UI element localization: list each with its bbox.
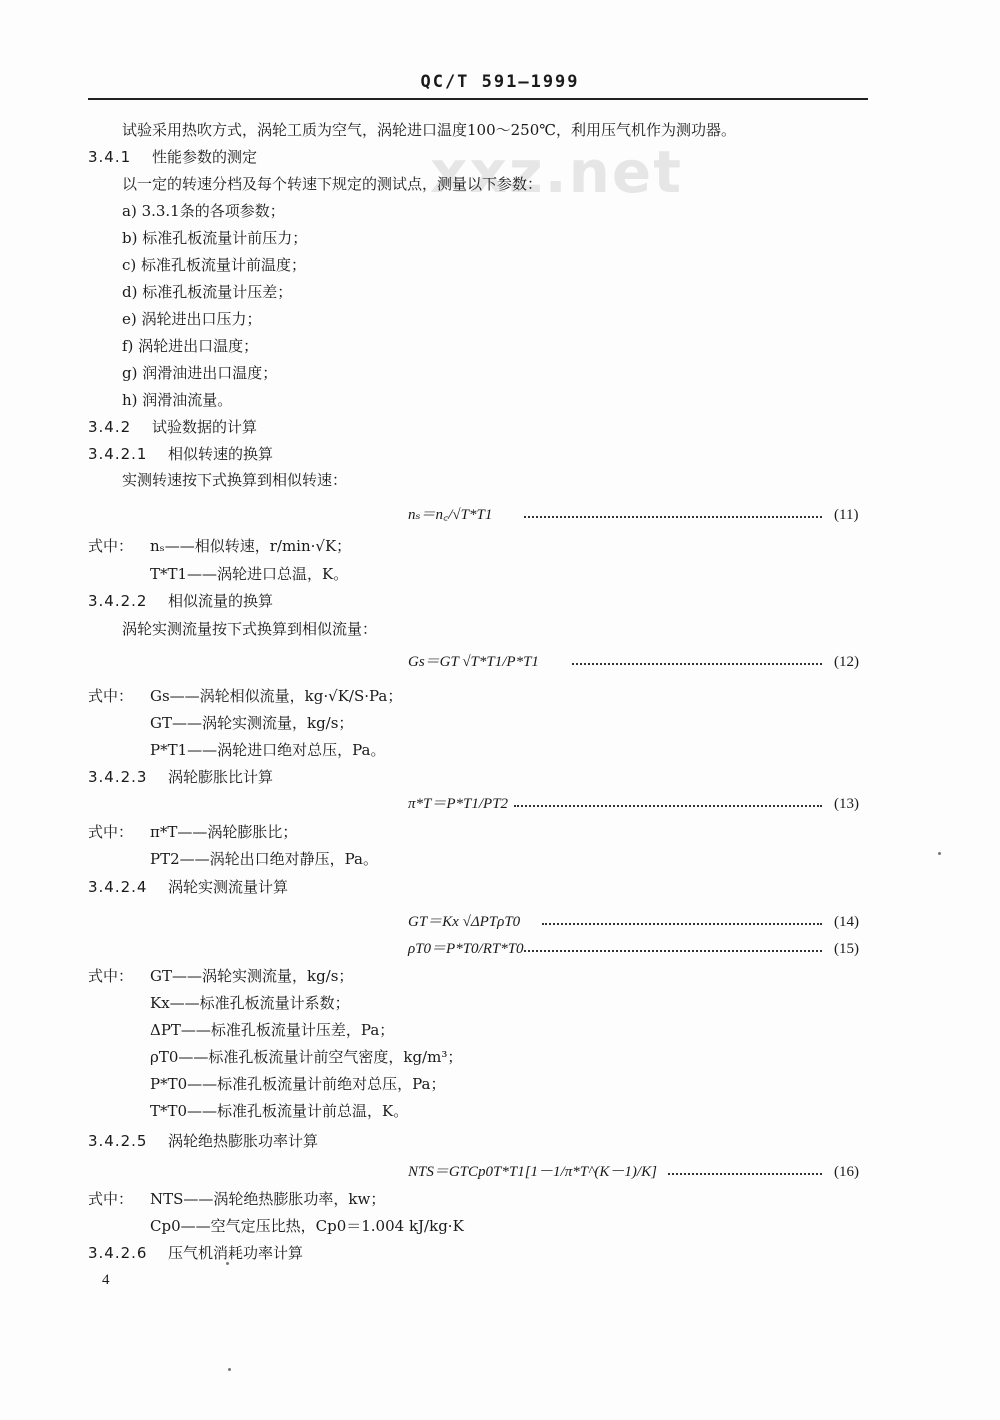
section-3-4-1-heading xyxy=(88,147,257,167)
definition: GT——涡轮实测流量，kg/s； xyxy=(150,967,354,985)
definition: PT2——涡轮出口绝对静压，Pa。 xyxy=(150,850,379,868)
equation-15: ρT0＝P*T0/RT*T0 xyxy=(408,941,524,957)
section-3-4-2-2-lead: 涡轮实测流量按下式换算到相似流量： xyxy=(122,620,378,638)
list-item: a) 3.3.1条的各项参数； xyxy=(122,202,285,220)
section-number: 3.4.2 xyxy=(88,418,132,436)
leader-dots xyxy=(542,923,822,925)
equation-11: nₛ＝n꜀/√T*T1 xyxy=(408,507,493,523)
definition: π*T——涡轮膨胀比； xyxy=(150,823,298,841)
leader-dots xyxy=(524,516,822,518)
section-title: 性能参数的测定 xyxy=(152,148,258,166)
list-item: g) 润滑油进出口温度； xyxy=(122,364,278,382)
scan-speck xyxy=(938,852,941,855)
section-title: 试验数据的计算 xyxy=(152,418,258,436)
definition: Cp0——空气定压比热，Cp0＝1.004 kJ/kg·K xyxy=(150,1217,464,1235)
scan-speck xyxy=(228,1368,231,1371)
equation-number: (11) xyxy=(834,507,859,523)
where-label: 式中： xyxy=(88,687,134,705)
equation-14: GT＝Kx √ΔPTρT0 xyxy=(408,914,521,930)
definition: NTS——涡轮绝热膨胀功率，kw； xyxy=(150,1190,386,1208)
list-item: f) 涡轮进出口温度； xyxy=(122,337,259,355)
list-item: e) 涡轮进出口压力； xyxy=(122,310,262,328)
section-number: 3.4.2.5 xyxy=(88,1132,148,1150)
section-number: 3.4.2.4 xyxy=(88,878,148,896)
intro-paragraph: 试验采用热吹方式，涡轮工质为空气，涡轮进口温度100～250℃，利用压气机作为测功器。 xyxy=(122,121,737,139)
list-item: b) 标准孔板流量计前压力； xyxy=(122,229,308,247)
page-number: 4 xyxy=(102,1272,110,1288)
where-label: 式中： xyxy=(88,967,134,985)
definition: GT——涡轮实测流量，kg/s； xyxy=(150,714,354,732)
scan-speck xyxy=(226,1262,229,1265)
equation-number: (16) xyxy=(834,1164,859,1180)
equation-13: π*T＝P*T1/PT2 xyxy=(408,796,509,812)
definition: T*T0——标准孔板流量计前总温，K。 xyxy=(150,1102,409,1120)
section-3-4-2-1-lead: 实测转速按下式换算到相似转速： xyxy=(122,471,348,489)
where-label: 式中： xyxy=(88,823,134,841)
equation-number: (12) xyxy=(834,654,859,670)
equation-number: (14) xyxy=(834,914,859,930)
section-3-4-2-5-heading xyxy=(88,1131,318,1151)
section-3-4-2-3-heading xyxy=(88,767,273,787)
leader-dots xyxy=(514,805,822,807)
equation-16: NTS＝GTCp0T*T1[1－1/π*T^(K－1)/K] xyxy=(408,1164,657,1180)
leader-dots xyxy=(524,950,822,952)
equation-number: (13) xyxy=(834,796,859,812)
leader-dots xyxy=(572,663,822,665)
list-item: d) 标准孔板流量计压差； xyxy=(122,283,293,301)
section-number: 3.4.2.6 xyxy=(88,1244,148,1262)
list-item: c) 标准孔板流量计前温度； xyxy=(122,256,307,274)
definition: Gs——涡轮相似流量，kg·√K/S·Pa； xyxy=(150,687,403,705)
watermark: xxz.net xyxy=(430,138,683,206)
section-number: 3.4.2.1 xyxy=(88,445,148,463)
section-title: 涡轮膨胀比计算 xyxy=(168,768,274,786)
section-title: 相似流量的换算 xyxy=(168,592,274,610)
section-title: 涡轮绝热膨胀功率计算 xyxy=(168,1132,319,1150)
definition: T*T1——涡轮进口总温，K。 xyxy=(150,565,349,583)
section-3-4-2-2-heading xyxy=(88,591,273,611)
section-3-4-2-4-heading xyxy=(88,877,288,897)
definition: Kx——标准孔板流量计系数； xyxy=(150,994,350,1012)
section-number: 3.4.2.2 xyxy=(88,592,148,610)
section-3-4-2-6-heading xyxy=(88,1243,303,1263)
definition: ρT0——标准孔板流量计前空气密度，kg/m³； xyxy=(150,1048,463,1066)
section-title: 压气机消耗功率计算 xyxy=(168,1244,304,1262)
section-3-4-2-heading xyxy=(88,417,257,437)
section-number: 3.4.2.3 xyxy=(88,768,148,786)
header-rule xyxy=(88,98,868,100)
section-3-4-1-lead: 以一定的转速分档及每个转速下规定的测试点，测量以下参数： xyxy=(122,175,543,193)
where-label: 式中： xyxy=(88,1190,134,1208)
definition: ΔPT——标准孔板流量计压差，Pa； xyxy=(150,1021,395,1039)
definition: nₛ——相似转速，r/min·√K； xyxy=(150,537,352,555)
equation-number: (15) xyxy=(834,941,859,957)
section-number: 3.4.1 xyxy=(88,148,132,166)
leader-dots xyxy=(668,1173,822,1175)
definition: P*T1——涡轮进口绝对总压，Pa。 xyxy=(150,741,386,759)
definition: P*T0——标准孔板流量计前绝对总压，Pa； xyxy=(150,1075,446,1093)
where-label: 式中： xyxy=(88,537,134,555)
section-3-4-2-1-heading xyxy=(88,444,273,464)
equation-12: Gs＝GT √T*T1/P*T1 xyxy=(408,654,539,670)
section-title: 相似转速的换算 xyxy=(168,445,274,463)
list-item: h) 润滑油流量。 xyxy=(122,391,233,409)
page-header-standard-code: QC/T 591—1999 xyxy=(420,72,580,92)
section-title: 涡轮实测流量计算 xyxy=(168,878,289,896)
